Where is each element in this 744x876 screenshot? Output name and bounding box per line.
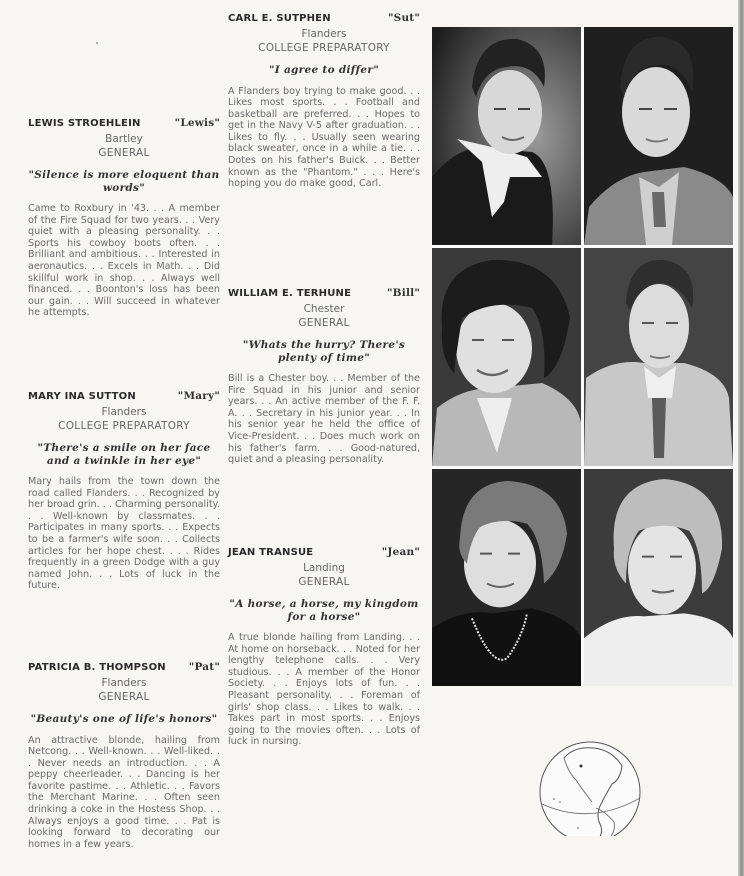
- portrait-image: [584, 27, 733, 245]
- student-quote: "There's a smile on her face and a twinkle in her eye": [37, 442, 211, 467]
- portrait-image: [432, 469, 581, 686]
- portrait-image: [432, 27, 581, 245]
- student-course: GENERAL: [98, 147, 150, 159]
- student-course: COLLEGE PREPARATORY: [58, 420, 190, 432]
- student-header: [228, 12, 420, 24]
- student-course: GENERAL: [98, 691, 150, 703]
- student-town: Bartley: [105, 133, 143, 145]
- portrait-photo: [584, 248, 733, 466]
- student-name: LEWIS STROEHLEIN: [28, 118, 141, 129]
- student-town: Landing: [303, 562, 345, 574]
- student-town: Flanders: [101, 677, 147, 689]
- student-nickname: "Jean": [381, 546, 420, 558]
- scan-speck: [96, 42, 98, 44]
- portrait-image: [584, 469, 733, 686]
- student-entry-jean-transue: [228, 546, 420, 748]
- student-quote: "A horse, a horse, my kingdom for a horse": [229, 598, 419, 623]
- student-entry-carl-sutphen: [228, 12, 420, 190]
- page-binding-edge: [738, 0, 744, 876]
- student-bio: A Flanders boy trying to make good. . . Likes most sports. . . Football and basketball are preferred. . . Hopes to get in the Navy V-5 after graduation. . . Likes to fly. . . Usually seen wearing black sweater, once in a while a tie. . . Dotes on his father's Buick. . . Better known as the "Phantom." . . . Here's hoping you do make good, Carl.: [228, 85, 420, 190]
- student-nickname: "Pat": [188, 661, 220, 673]
- student-quote: "Beauty's one of life's honors": [30, 713, 218, 725]
- student-bio: Bill is a Chester boy. . . Member of the Fire Squad in his junior and senior years. . . An active member of the F. F. A. . . Secretary in his junior year. . . In his senior year he held the office of Vice-President. . . Does much work on his father's farm. . . Good-natured, quiet and a pleasing personality.: [228, 373, 420, 466]
- portrait-image: [584, 248, 733, 466]
- student-header: [228, 287, 420, 299]
- student-nickname: "Mary": [177, 390, 220, 402]
- globe-icon: [534, 736, 646, 836]
- student-header: [28, 390, 220, 402]
- portrait-grid: [432, 27, 734, 684]
- student-name: WILLIAM E. TERHUNE: [228, 288, 352, 299]
- student-quote: "Silence is more eloquent than words": [28, 169, 220, 194]
- student-entry-lewis-stroehlein: [28, 117, 220, 319]
- student-bio: A true blonde hailing from Landing. . . At home on horseback. . . Noted for her lengthy telephone calls. . . Very studious. . . A member of the Honor Society. . . Enjoys lots of fun. . . Pleasant personality. . . Foreman of girls' shop class. . . Likes to walk. . . Takes part in most sports. . . Enjoys going to the movies often. . . Lots of luck in nursing.: [228, 632, 420, 748]
- student-nickname: "Lewis": [174, 117, 220, 129]
- student-header: [28, 661, 220, 673]
- portrait-photo: [432, 248, 581, 466]
- student-town: Chester: [303, 303, 345, 315]
- student-quote: "Whats the hurry? There's plenty of time": [242, 339, 406, 364]
- student-name: MARY INA SUTTON: [28, 391, 136, 402]
- student-nickname: "Sut": [387, 12, 420, 24]
- portrait-photo: [432, 469, 581, 686]
- student-town: Flanders: [301, 28, 347, 40]
- portrait-photo: [584, 469, 733, 686]
- portrait-photo: [432, 27, 581, 245]
- student-header: [28, 117, 220, 129]
- student-course: GENERAL: [298, 576, 350, 588]
- student-bio: Came to Roxbury in '43. . . A member of the Fire Squad for two years. . . Very quiet with a pleasing personality. . . Sports his cowboy boots often. . . Brilliant and ambitious. . . Interested in aeronautics. . . Excels in Math. . . Did skillful work in shop. . . Always well financed. . . Boonton's loss has been our gain. . . Will succeed in whatever he attempts.: [28, 203, 220, 319]
- student-entry-patricia-thompson: [28, 661, 220, 850]
- student-course: GENERAL: [298, 317, 350, 329]
- student-course: COLLEGE PREPARATORY: [258, 42, 390, 54]
- portrait-image: [432, 248, 581, 466]
- student-quote: "I agree to differ": [269, 64, 379, 76]
- student-name: CARL E. SUTPHEN: [228, 13, 331, 24]
- student-entry-mary-ina-sutton: [28, 390, 220, 592]
- student-name: PATRICIA B. THOMPSON: [28, 662, 166, 673]
- student-bio: Mary hails from the town down the road called Flanders. . . Recognized by her broad grin. . . Charming personality. . . Well-known by classmates. . . Participates in many sports. . . Expects to be a farmer's wife soon. . . Collects articles for her hope chest. . . . Rides frequently in a green Dodge with a guy named John. . . Lots of luck in the future.: [28, 476, 220, 592]
- portrait-photo: [584, 27, 733, 245]
- student-name: JEAN TRANSUE: [228, 547, 314, 558]
- student-town: Flanders: [101, 406, 147, 418]
- student-bio: An attractive blonde, hailing from Netcong. . . Well-known. . . Well-liked. . . Never needs an introduction. . . A peppy cheerleader. . . Dancing is her favorite pastime. . . Athletic. . . Favors the Merchant Marine. . . Often seen drinking a coke in the Hostess Shop. . . Always enjoys a good time. . . Pat is looking forward to decorating our homes in a few years.: [28, 734, 220, 850]
- student-nickname: "Bill": [387, 287, 420, 299]
- student-entry-william-terhune: [228, 287, 420, 466]
- student-header: [228, 546, 420, 558]
